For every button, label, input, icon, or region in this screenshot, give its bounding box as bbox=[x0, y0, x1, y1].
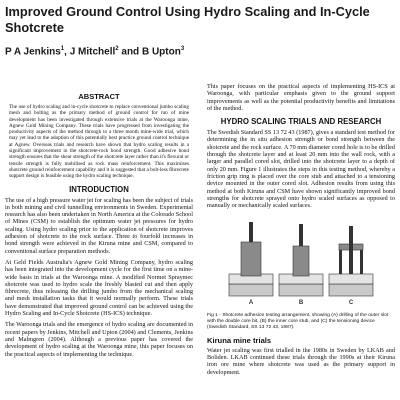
wall-rock-layer bbox=[329, 284, 373, 296]
core-bit bbox=[293, 246, 309, 276]
author-separator: and bbox=[118, 46, 142, 58]
body-paragraph: The use of a high pressure water jet for scaling has been the subject of trials in both mining and civil tunnelling environments in Sweden. Experimental research has also been undertaken in North America at the Colorado School of Mines (CSM) to establish the optimum water jet pressures for hydro scaling. Using hydro scaling prior to the application of shotcrete improves adhesion of shotcrete to the rock surface. Three to fourfold increases in bond strength were achieved in the Kiruna mine and CSM, compared to conventional surface preparation methods. bbox=[5, 196, 193, 255]
paper-title: Improved Ground Control Using Hydro Scaling and In-Cycle Shotcrete bbox=[5, 4, 370, 35]
figure-adhesion-test bbox=[207, 216, 395, 306]
figure-caption: Fig 1 - Shotcrete adhesion testing arrangement, showing (A) drilling of the outer slot with the double core bit, (B) the inner core stub, and (C) the tensioning device (Swedish Standard, SS 13 72 43, 1987). bbox=[207, 313, 389, 331]
panel-label-c: C bbox=[348, 300, 354, 307]
left-column bbox=[5, 92, 193, 400]
figure-panel-b bbox=[279, 224, 323, 306]
author-line bbox=[5, 46, 184, 57]
figure-panel-c bbox=[329, 226, 373, 306]
author-affiliation-mark: 1 bbox=[60, 46, 65, 52]
body-paragraph: The Waroonga trials and the emergence of hydro scaling are documented in recent papers by Jenkins, Mitchell and Upton (2004) and Clements, Jenkins and Malmgren (2004). Although a previous paper has covered the development of hydro scaling at the Waroonga mine, this paper focuses on the practical aspects of implementing the technique. bbox=[5, 321, 193, 358]
body-paragraph: This paper focuses on the practical aspects of implementing HS-ICS at Waroonga, with particular emphasis given to the ground support improvements as well as the potential productivity benefits and limitations of the method. bbox=[207, 83, 395, 112]
body-paragraph: The Swedish Standard SS 13 72 43 (1987), gives a standard test method for determining the in situ adhesion strength or bond strength between the shotcrete and the rock surface. A 70 mm diameter cored hole is to be drilled through the shotcrete layer and at least 20 mm into the wall rock, with a larger and parallel cored slot, drilled into the shotcrete layer to a depth of only 20 mm. Figure 1 illustrates the steps in this testing method, whereby a friction grip ring is placed over the core stub and attached to a tensioning device mounted in the outer cored slot. Adhesion results from using this method at both Kiruna and CSM have shown significantly improved bond strengths for shotcrete sprayed onto hydro scaled surfaces as opposed to manually or mechanically scaled surfaces. bbox=[207, 129, 395, 210]
introduction-heading: INTRODUCTION bbox=[69, 184, 129, 194]
author-name: P A Jenkins bbox=[5, 46, 61, 58]
panel-label-a: A bbox=[248, 300, 254, 307]
kiruna-heading: Kiruna mine trials bbox=[207, 335, 272, 345]
body-paragraph: At Geld Fields Australia's Agnew Gold Mining Company, hydro scaling has been integrated into the development cycle for the first time on a mine-wide basis in trials at the Waroonga mine. A modified Normet Spraymec shotcrete was used to hydro scale the freshly blasted cut and then apply fibrecrete, thus releasing the drilling jumbo from the mechanical scaling and mesh installation tasks that it would normally perform. These trials have demonstrated that improved ground control can be achieved using the Hydro Scaling and In-Cycle Shotcrete (HS-ICS) technique. bbox=[5, 258, 193, 318]
wall-rock-layer bbox=[229, 284, 273, 296]
author-separator: , bbox=[64, 46, 70, 58]
tension-leg bbox=[339, 250, 342, 274]
figure-panel-a bbox=[229, 222, 273, 306]
shotcrete-layer bbox=[329, 274, 373, 284]
panel-label-b: B bbox=[298, 300, 304, 307]
tension-leg bbox=[360, 250, 363, 274]
author-affiliation-mark: 2 bbox=[115, 46, 119, 52]
double-core-bit bbox=[241, 242, 261, 276]
author-name: J Mitchell bbox=[69, 46, 116, 58]
wall-rock-layer bbox=[279, 284, 323, 296]
author-affiliation-mark: 3 bbox=[180, 46, 185, 52]
abstract-heading: ABSTRACT bbox=[78, 92, 120, 101]
tension-rod bbox=[349, 226, 353, 274]
abstract-text: The use of hydro scaling and in-cycle shotcrete to replace conventional jumbo scaling mesh and bolting as the primary method of ground control for run of mine development has been investigated through extensive trials at the Waroonga mine, Agnew Gold Mining Company. These trials have progressed from investigating the productivity aspects of the method through to a three month mine-wide trial, which may yet lead to the adoption of this potentially best practice ground control technique at Agnew. Overseas trials and research have shown that hydro scaling results in a significant improvement in the shotcrete-rock bond strength. Good adhesive bond strength ensures that the shear strength of the shotcrete layer rather than it's flexural or tensile strength is fully mobilised as rock mass reinforcement. This maximises shotcrete ground reinforcement capability and it is suggested that a bolt-less fibrecrete support design is feasible using the hydro scaling technique. bbox=[9, 104, 189, 180]
right-column bbox=[207, 83, 395, 400]
drill-shaft bbox=[299, 224, 303, 246]
trials-section-heading: HYDRO SCALING TRIALS AND RESEARCH bbox=[220, 117, 382, 127]
body-paragraph: Water jet scaling was first trialled in the 1980s in Sweden by LKAB and Boliden. LKAB continued these trials through the 1990s at their Kiruna iron ore mine where shotcrete was used as the primary support in development. bbox=[207, 346, 395, 376]
drill-shaft bbox=[249, 222, 253, 242]
author-name: B Upton bbox=[141, 46, 181, 58]
